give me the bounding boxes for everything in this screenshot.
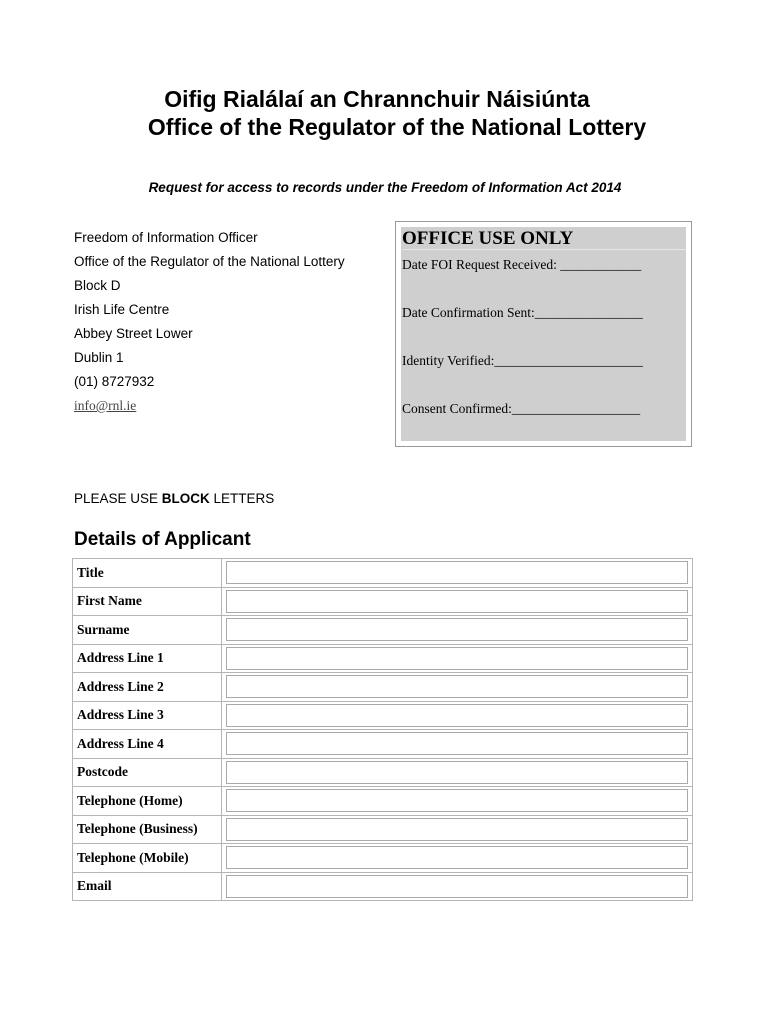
field-label: Telephone (Mobile) [73, 844, 222, 873]
email-input[interactable] [226, 875, 688, 898]
surname-input[interactable] [226, 618, 688, 641]
field-label: Email [73, 872, 222, 901]
applicant-details-table [72, 558, 693, 901]
table-row [73, 730, 693, 759]
field-label: First Name [73, 587, 222, 616]
field-label: Surname [73, 616, 222, 645]
instruction-bold: BLOCK [161, 491, 210, 506]
table-row [73, 587, 693, 616]
office-field-consent-confirmed: Consent Confirmed:___________________ [402, 401, 641, 416]
page-subtitle: Request for access to records under the Freedom of Information Act 2014 [148, 180, 622, 195]
page-title-irish: Oifig Rialálaí an Chrannchuir Náisiúnta [164, 86, 590, 112]
table-row [73, 616, 693, 645]
block-letters-instruction [74, 491, 274, 506]
address-line: Block D [74, 278, 121, 293]
telephone-mobile-input[interactable] [226, 846, 688, 869]
field-label: Address Line 3 [73, 701, 222, 730]
telephone-business-input[interactable] [226, 818, 688, 841]
title-input[interactable] [226, 561, 688, 584]
table-row [73, 673, 693, 702]
field-label: Address Line 1 [73, 644, 222, 673]
field-label: Title [73, 559, 222, 588]
address-line-4-input[interactable] [226, 732, 688, 755]
office-use-panel [401, 227, 686, 441]
address-line: Office of the Regulator of the National Lottery [74, 254, 345, 269]
phone-number: (01) 8727932 [74, 374, 155, 389]
table-row [73, 701, 693, 730]
table-row [73, 559, 693, 588]
office-field-date-confirmation: Date Confirmation Sent:________________ [402, 305, 643, 320]
applicant-section-heading: Details of Applicant [74, 529, 251, 550]
field-label: Telephone (Home) [73, 787, 222, 816]
instruction-prefix: PLEASE USE [74, 491, 162, 506]
page-title-english: Office of the Regulator of the National Lottery [147, 114, 647, 140]
field-label: Address Line 4 [73, 730, 222, 759]
field-label: Address Line 2 [73, 673, 222, 702]
field-label: Telephone (Business) [73, 815, 222, 844]
office-use-box [395, 221, 692, 447]
contact-address [74, 226, 345, 418]
table-row [73, 815, 693, 844]
postcode-input[interactable] [226, 761, 688, 784]
field-label: Postcode [73, 758, 222, 787]
email-link[interactable]: info@rnl.ie [74, 398, 137, 413]
first-name-input[interactable] [226, 590, 688, 613]
telephone-home-input[interactable] [226, 789, 688, 812]
instruction-suffix: LETTERS [209, 491, 275, 506]
table-row [73, 644, 693, 673]
table-row [73, 844, 693, 873]
address-line: Dublin 1 [74, 350, 124, 365]
address-line-3-input[interactable] [226, 704, 688, 727]
office-field-date-received: Date FOI Request Received: ____________ [402, 257, 642, 272]
address-line: Abbey Street Lower [74, 326, 193, 341]
address-line: Freedom of Information Officer [74, 230, 258, 245]
table-row [73, 787, 693, 816]
office-use-heading: OFFICE USE ONLY [402, 228, 686, 250]
table-row [73, 872, 693, 901]
office-field-identity-verified: Identity Verified:______________________ [402, 353, 643, 368]
table-row [73, 758, 693, 787]
address-line: Irish Life Centre [74, 302, 170, 317]
address-line-2-input[interactable] [226, 675, 688, 698]
address-line-1-input[interactable] [226, 647, 688, 670]
